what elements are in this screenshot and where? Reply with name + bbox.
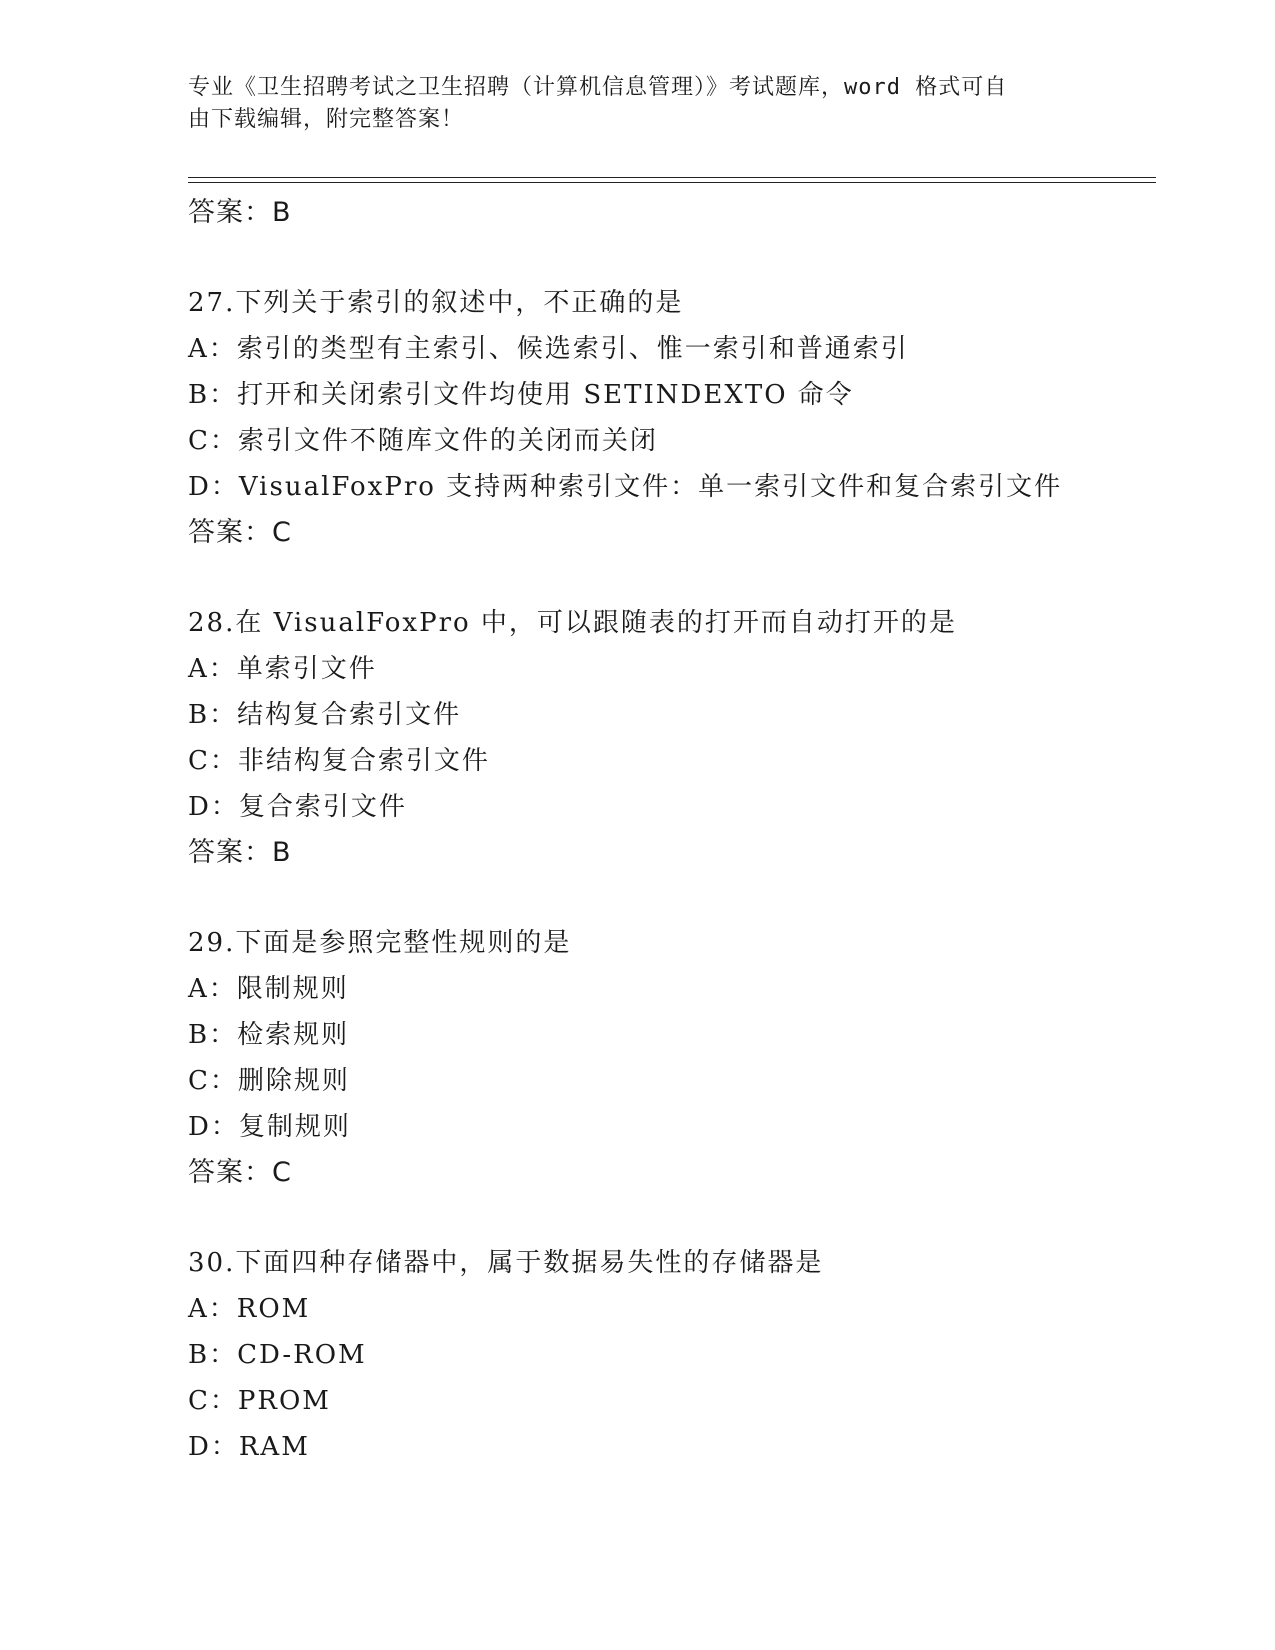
option-d: D：RAM: [188, 1432, 310, 1462]
question-27: [188, 280, 1148, 556]
answer-line: 答案：C: [188, 1157, 292, 1188]
spacer: [188, 1196, 1148, 1240]
option-d: D：复合索引文件: [188, 792, 407, 822]
spacer: [188, 556, 1148, 600]
option-a: A：单索引文件: [188, 654, 377, 684]
header-line-1: 专业《卫生招聘考试之卫生招聘（计算机信息管理）》考试题库，word 格式可自: [188, 75, 1008, 100]
question-29: [188, 920, 1148, 1196]
answer-line: 答案：B: [188, 197, 292, 228]
option-b: B：CD-ROM: [188, 1340, 367, 1370]
spacer: [188, 876, 1148, 920]
question-text: 30.下面四种存储器中，属于数据易失性的存储器是: [188, 1248, 824, 1278]
option-a: A：索引的类型有主索引、候选索引、惟一索引和普通索引: [188, 334, 909, 364]
option-d: D：VisualFoxPro 支持两种索引文件：单一索引文件和复合索引文件: [188, 472, 1063, 502]
question-text: 29.下面是参照完整性规则的是: [188, 928, 572, 958]
option-c: C：删除规则: [188, 1066, 350, 1096]
option-b: B：结构复合索引文件: [188, 700, 462, 730]
option-d: D：复制规则: [188, 1112, 351, 1142]
option-c: C：索引文件不随库文件的关闭而关闭: [188, 426, 658, 456]
answer-line: 答案：C: [188, 517, 292, 548]
document-header: [188, 72, 1088, 136]
question-text: 27.下列关于索引的叙述中，不正确的是: [188, 288, 684, 318]
question-text: 28.在 VisualFoxPro 中，可以跟随表的打开而自动打开的是: [188, 608, 957, 638]
option-b: B：检索规则: [188, 1020, 350, 1050]
header-divider-top: [188, 177, 1156, 178]
option-b: B：打开和关闭索引文件均使用 SETINDEXTO 命令: [188, 380, 854, 410]
answer-line: 答案：B: [188, 837, 292, 868]
question-list: [188, 190, 1148, 1470]
question-30: [188, 1240, 1148, 1470]
question-28: [188, 600, 1148, 876]
header-line-2: 由下载编辑，附完整答案！: [188, 107, 465, 132]
header-divider-bottom: [188, 182, 1156, 183]
option-a: A：ROM: [188, 1294, 311, 1324]
option-a: A：限制规则: [188, 974, 349, 1004]
option-c: C：非结构复合索引文件: [188, 746, 490, 776]
spacer: [188, 236, 1148, 280]
option-c: C：PROM: [188, 1386, 331, 1416]
